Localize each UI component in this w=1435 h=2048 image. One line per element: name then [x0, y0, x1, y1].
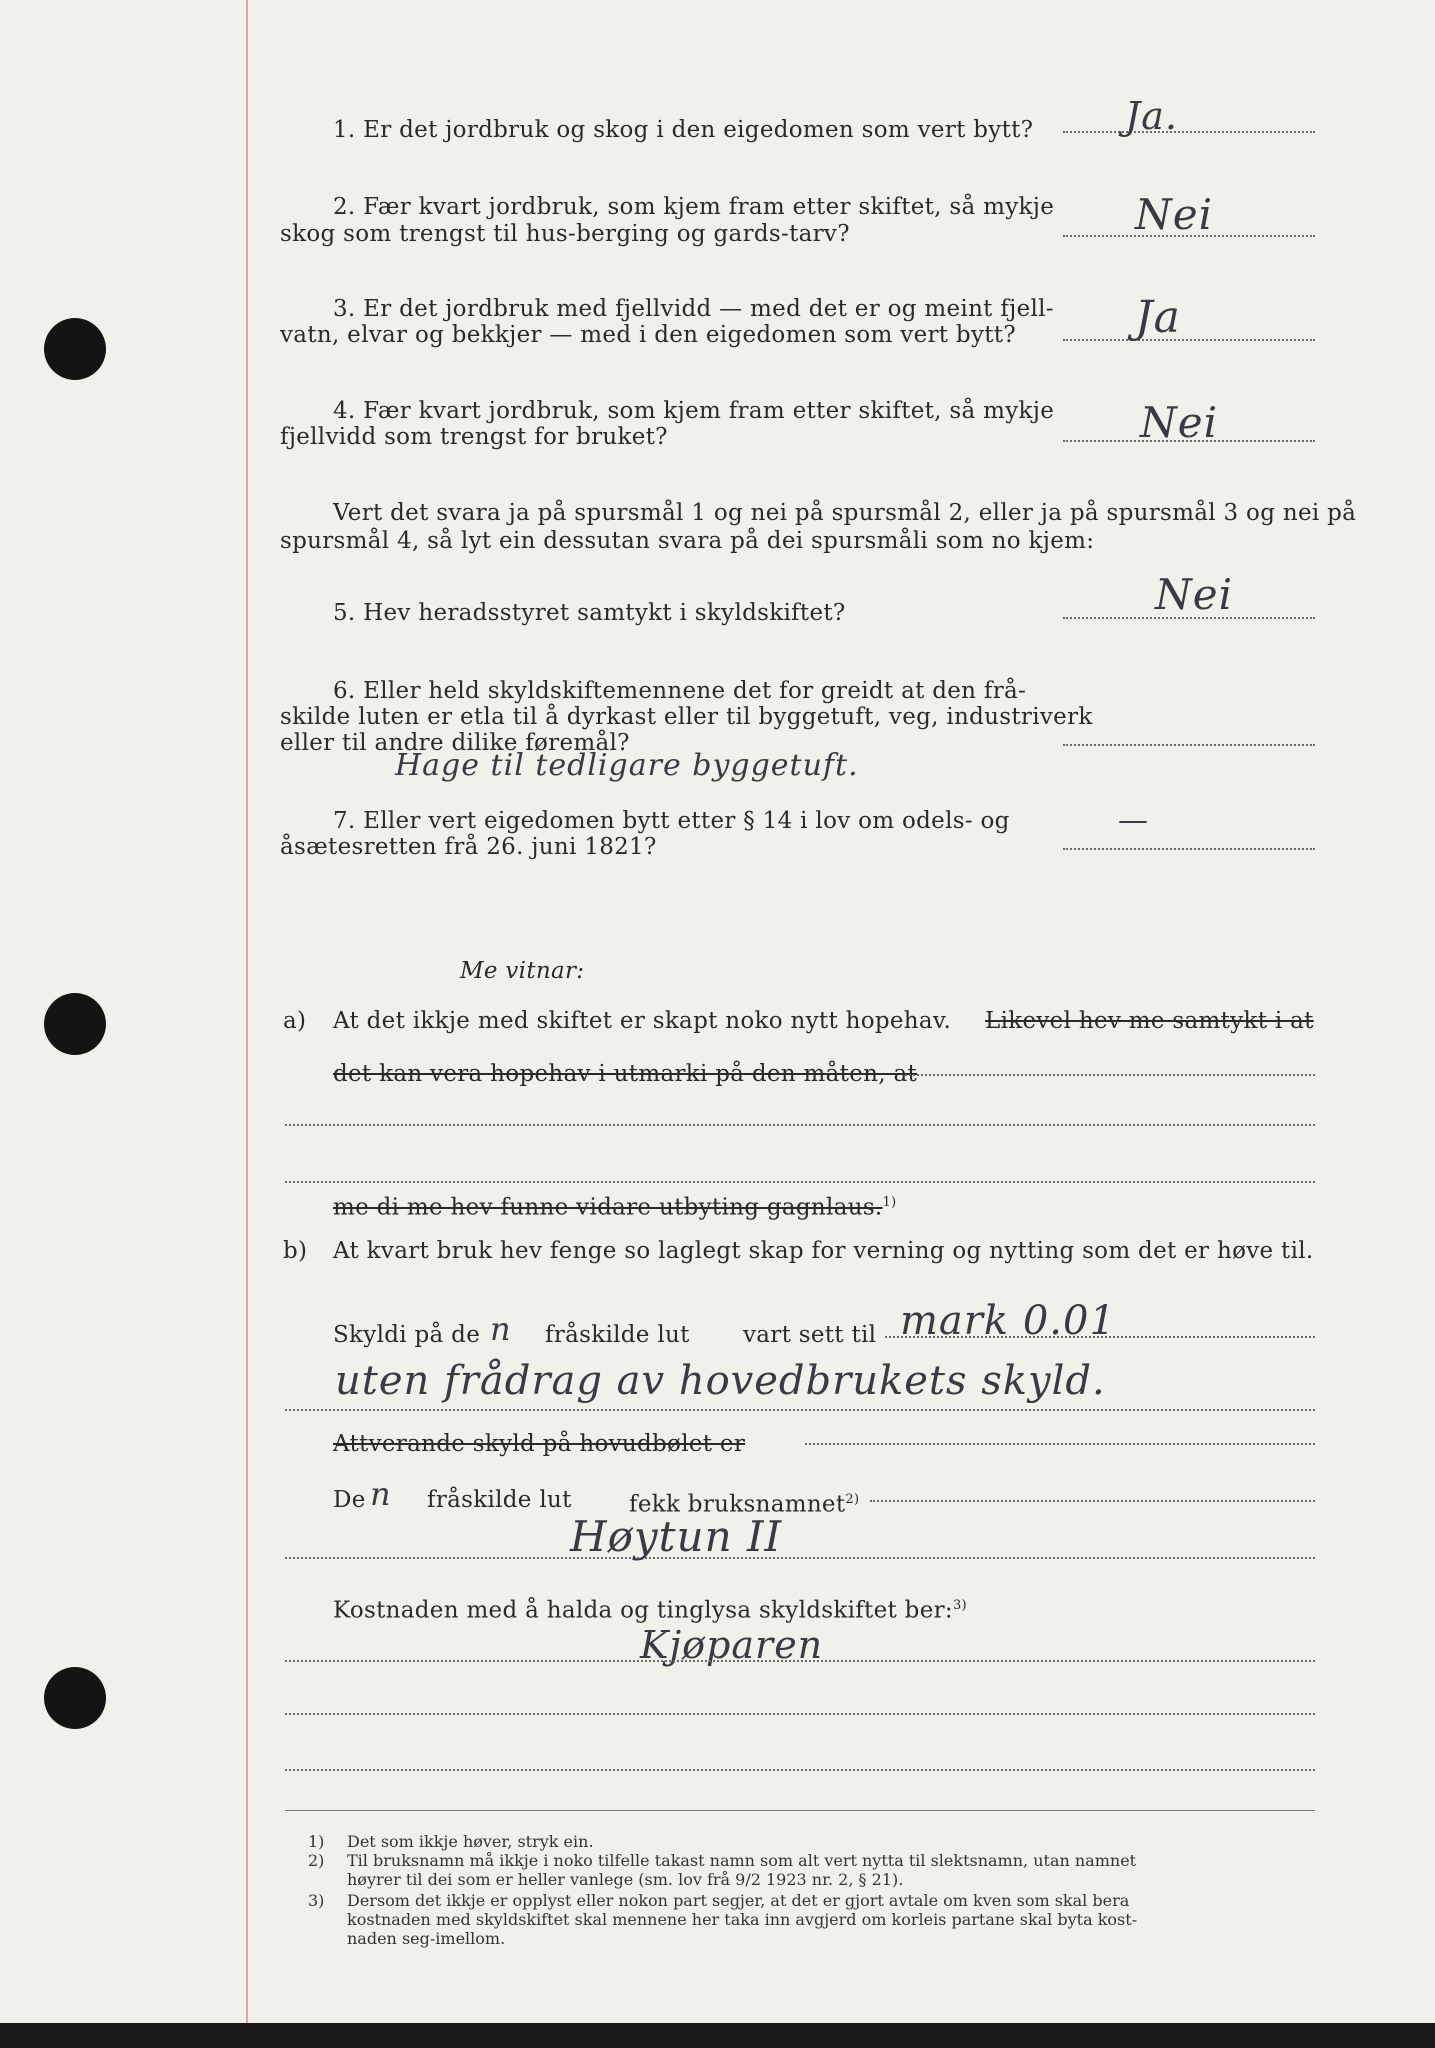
- name-handwritten-n: n: [370, 1475, 392, 1513]
- footnote-divider: [285, 1810, 1315, 1811]
- footnote-1-num: 1): [308, 1832, 325, 1851]
- witness-a-label: a): [283, 1008, 307, 1034]
- question-7-line-2: åsætesretten frå 26. juni 1821?: [280, 834, 657, 860]
- fill-line: [905, 1074, 1315, 1076]
- answer-7: —: [1118, 803, 1149, 838]
- question-7-line-1: 7. Eller vert eigedomen bytt etter § 14 i lov om odels- og: [333, 808, 1010, 834]
- punch-hole-icon: [44, 318, 106, 380]
- footnote-1: Det som ikkje høver, stryk ein.: [347, 1832, 594, 1851]
- punch-hole-icon: [44, 993, 106, 1055]
- footnote-3-line-1: Dersom det ikkje er opplyst eller nokon part segjer, at det er gjort avtale om kven som skal bera: [347, 1891, 1130, 1910]
- question-5: 5. Hev heradsstyret samtykt i skyldskiftet?: [333, 600, 846, 626]
- footnote-ref: 1): [882, 1195, 897, 1210]
- question-3-line-2: vatn, elvar og bekkjer — med i den eigedomen som vert bytt?: [280, 322, 1016, 348]
- cost-payer: Kjøparen: [640, 1623, 824, 1667]
- question-2-line-1: 2. Fær kvart jordbruk, som kjem fram etter skiftet, så mykje: [333, 194, 1055, 220]
- answer-6: Hage til tedligare byggetuft.: [395, 748, 859, 783]
- skyld-value: mark 0.01: [900, 1298, 1116, 1344]
- footnote-3-line-2: kostnaden med skyldskiftet skal mennene her taka inn avgjerd om korleis partane skal byta kost-: [347, 1910, 1138, 1929]
- attverande-struck: Attverande skyld på hovudbølet er: [333, 1431, 746, 1457]
- name-suffix: fekk bruksnamnet: [629, 1491, 846, 1518]
- footnote-ref: 3): [952, 1598, 967, 1613]
- fill-line: [285, 1713, 1315, 1715]
- fill-line: [805, 1443, 1315, 1445]
- footnote-2-line-2: høyrer til dei som er heller vanlege (sm. lov frå 9/2 1923 nr. 2, § 21).: [347, 1870, 904, 1889]
- skyld-prefix: Skyldi på de: [333, 1322, 481, 1348]
- fill-line: [285, 1557, 1315, 1559]
- red-margin-line: [246, 0, 248, 2023]
- fill-line: [285, 1660, 1315, 1662]
- question-6-line-3: eller til andre dilike føremål?: [280, 730, 630, 756]
- fill-line: [285, 1769, 1315, 1771]
- witness-heading: Me vitnar:: [460, 958, 585, 984]
- question-3-line-1: 3. Er det jordbruk med fjellvidd — med det er og meint fjell-: [333, 296, 1054, 322]
- answer-4: Nei: [1140, 398, 1219, 447]
- answer-line-6: [1063, 744, 1315, 746]
- answer-line-7: [1063, 848, 1315, 850]
- fill-line: [870, 1500, 1315, 1502]
- answer-line-3: [1063, 339, 1315, 341]
- skyld-handwritten-n: n: [490, 1310, 512, 1348]
- footnote-ref: 2): [845, 1492, 860, 1507]
- witness-a-struck-3: me di me hev funne vidare utbyting gagnlaus.: [333, 1194, 883, 1221]
- instruction-line-2: spursmål 4, så lyt ein dessutan svara på dei spursmåli som no kjem:: [280, 528, 1095, 554]
- question-6-line-1: 6. Eller held skyldskiftemennene det for greidt at den frå-: [333, 678, 1027, 704]
- fill-line: [285, 1181, 1315, 1183]
- answer-2: Nei: [1135, 190, 1214, 239]
- witness-a-struck-1: Likevel hev me samtykt i at: [985, 1008, 1314, 1034]
- instruction-line-1: Vert det svara ja på spursmål 1 og nei på spursmål 2, eller ja på spursmål 3 og nei på: [333, 500, 1357, 526]
- question-1: 1. Er det jordbruk og skog i den eigedomen som vert bytt?: [333, 117, 1034, 143]
- skyld-note: uten frådrag av hovedbrukets skyld.: [335, 1358, 1106, 1404]
- witness-a-struck-2: det kan vera hopehav i utmarki på den måten, at: [333, 1061, 918, 1087]
- footnote-3-num: 3): [308, 1891, 325, 1910]
- name-mid: fråskilde lut: [427, 1487, 572, 1513]
- cost-label-wrap: [333, 1593, 967, 1624]
- answer-3: Ja: [1135, 292, 1181, 343]
- bruksnamn: Høytun II: [570, 1512, 783, 1561]
- fill-line: [285, 1409, 1315, 1411]
- witness-a-text: At det ikkje med skiftet er skapt noko nytt hopehav.: [333, 1008, 952, 1034]
- question-6-line-2: skilde luten er etla til å dyrkast eller til byggetuft, veg, industriverk: [280, 704, 1093, 730]
- witness-b-text: At kvart bruk hev fenge so laglegt skap for verning og nytting som det er høve til.: [333, 1238, 1314, 1264]
- question-4-line-2: fjellvidd som trengst for bruket?: [280, 424, 668, 450]
- witness-a-struck-3-wrap: [333, 1190, 897, 1221]
- question-4-line-1: 4. Fær kvart jordbruk, som kjem fram etter skiftet, så mykje: [333, 398, 1055, 424]
- skyld-mid: fråskilde lut: [545, 1322, 690, 1348]
- fill-line: [285, 1124, 1315, 1126]
- cost-label: Kostnaden med å halda og tinglysa skyldskiftet ber:: [333, 1597, 953, 1624]
- footnote-2-num: 2): [308, 1851, 325, 1870]
- answer-5: Nei: [1155, 570, 1234, 619]
- footnote-3-line-3: naden seg-imellom.: [347, 1929, 506, 1948]
- answer-1: Ja.: [1125, 94, 1178, 138]
- question-2-line-2: skog som trengst til hus-berging og gards-tarv?: [280, 221, 850, 247]
- answer-line-1: [1063, 131, 1315, 133]
- skyld-suffix: vart sett til: [743, 1322, 877, 1348]
- punch-hole-icon: [44, 1667, 106, 1729]
- witness-b-label: b): [283, 1238, 308, 1264]
- name-prefix: De: [333, 1487, 366, 1513]
- footnote-2-line-1: Til bruksnamn må ikkje i noko tilfelle takast namn som alt vert nytta til slektsnamn, utan namnet: [347, 1851, 1137, 1870]
